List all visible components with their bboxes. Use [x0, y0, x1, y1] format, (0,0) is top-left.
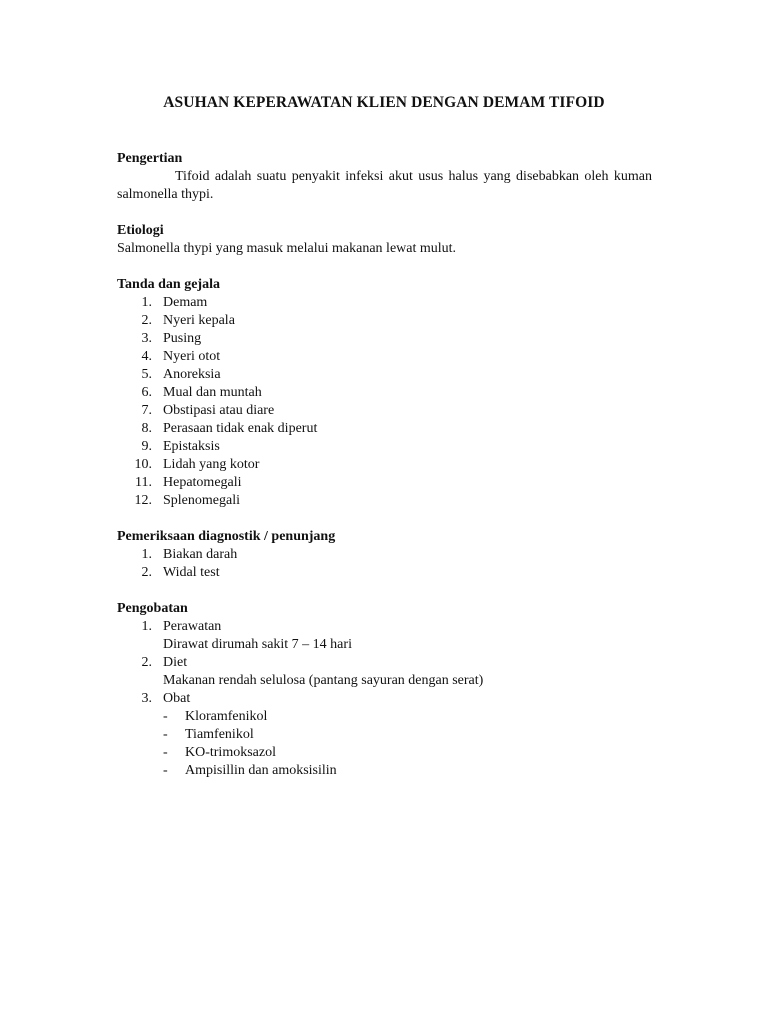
list-item — [117, 312, 652, 330]
section-tanda-gejala — [117, 276, 652, 510]
dash-bullet: - — [163, 709, 168, 724]
list-number: 1. — [141, 295, 152, 310]
pengertian-text: Tifoid adalah suatu penyakit infeksi akut usus halus yang disebabkan oleh kuman salmonella thypi. — [117, 169, 652, 202]
pemeriksaan-list — [117, 546, 652, 582]
section-pengertian — [117, 150, 652, 204]
list-text: Widal test — [163, 565, 220, 580]
list-detail: Makanan rendah selulosa (pantang sayuran dengan serat) — [163, 673, 484, 688]
list-item — [117, 456, 652, 474]
list-number: 2. — [141, 565, 152, 580]
list-item — [117, 330, 652, 348]
list-text: Obstipasi atau diare — [163, 403, 275, 418]
list-text: Lidah yang kotor — [163, 457, 260, 472]
list-text: Anoreksia — [163, 367, 221, 382]
list-text: Mual dan muntah — [163, 385, 262, 400]
list-item — [117, 492, 652, 510]
list-number: 5. — [141, 367, 152, 382]
dash-bullet: - — [163, 763, 168, 778]
list-item — [117, 564, 652, 582]
list-number: 9. — [141, 439, 152, 454]
tanda-gejala-list — [117, 294, 652, 510]
list-item — [117, 294, 652, 312]
obat-list — [163, 708, 652, 780]
list-number: 8. — [141, 421, 152, 436]
list-detail: Dirawat dirumah sakit 7 – 14 hari — [163, 637, 352, 652]
list-number: 6. — [141, 385, 152, 400]
list-item — [117, 618, 652, 654]
list-text: Obat — [163, 691, 191, 706]
document-title: ASUHAN KEPERAWATAN KLIEN DENGAN DEMAM TIFOID — [163, 94, 605, 111]
section-pengobatan — [117, 600, 652, 780]
list-item — [117, 366, 652, 384]
list-number: 3. — [141, 691, 152, 706]
document-body — [117, 150, 652, 798]
list-item — [117, 402, 652, 420]
section-etiologi — [117, 222, 652, 258]
list-text: Hepatomegali — [163, 475, 242, 490]
list-item — [117, 438, 652, 456]
list-item — [117, 690, 652, 780]
obat-item — [163, 726, 652, 744]
list-text: Pusing — [163, 331, 202, 346]
heading-pengobatan: Pengobatan — [117, 601, 188, 616]
heading-pengertian: Pengertian — [117, 151, 183, 166]
list-item — [117, 546, 652, 564]
list-text: Diet — [163, 655, 188, 670]
section-pemeriksaan — [117, 528, 652, 582]
obat-item — [163, 762, 652, 780]
list-item — [117, 384, 652, 402]
etiologi-text: Salmonella thypi yang masuk melalui makanan lewat mulut. — [117, 241, 457, 256]
obat-text: KO-trimoksazol — [185, 745, 276, 760]
obat-text: Ampisillin dan amoksisilin — [185, 763, 337, 778]
list-item — [117, 654, 652, 690]
list-number: 2. — [141, 655, 152, 670]
list-text: Nyeri otot — [163, 349, 221, 364]
list-number: 3. — [141, 331, 152, 346]
list-number: 4. — [141, 349, 152, 364]
list-text: Biakan darah — [163, 547, 238, 562]
list-number: 1. — [141, 619, 152, 634]
list-number: 7. — [141, 403, 152, 418]
list-number: 1. — [141, 547, 152, 562]
list-text: Epistaksis — [163, 439, 220, 454]
list-item — [117, 420, 652, 438]
pengobatan-list — [117, 618, 652, 780]
obat-item — [163, 708, 652, 726]
heading-pemeriksaan: Pemeriksaan diagnostik / penunjang — [117, 529, 336, 544]
list-number: 10. — [134, 457, 152, 472]
heading-etiologi: Etiologi — [117, 223, 164, 238]
obat-text: Kloramfenikol — [185, 709, 268, 724]
dash-bullet: - — [163, 745, 168, 760]
list-text: Splenomegali — [163, 493, 240, 508]
list-item — [117, 348, 652, 366]
obat-item — [163, 744, 652, 762]
list-text: Perasaan tidak enak diperut — [163, 421, 318, 436]
list-number: 12. — [134, 493, 152, 508]
obat-text: Tiamfenikol — [185, 727, 254, 742]
list-number: 11. — [135, 475, 152, 490]
list-text: Demam — [163, 295, 208, 310]
list-text: Perawatan — [163, 619, 222, 634]
dash-bullet: - — [163, 727, 168, 742]
list-number: 2. — [141, 313, 152, 328]
list-text: Nyeri kepala — [163, 313, 235, 328]
heading-tanda-gejala: Tanda dan gejala — [117, 277, 220, 292]
list-item — [117, 474, 652, 492]
